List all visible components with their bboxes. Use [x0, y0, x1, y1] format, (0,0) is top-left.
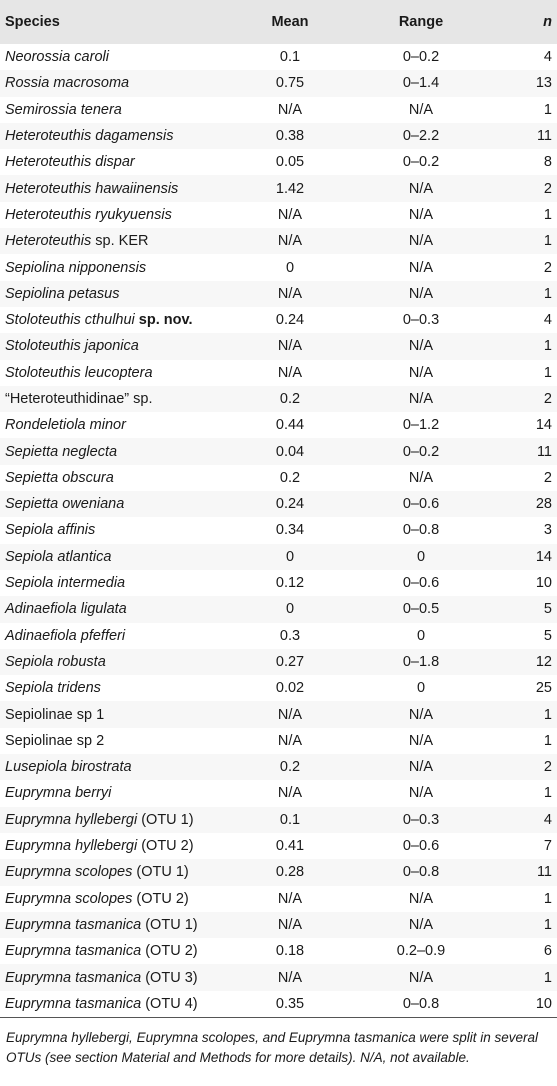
n-cell: 6: [543, 943, 552, 960]
range-cell: 0–0.2: [402, 154, 440, 171]
species-cell: [0, 544, 230, 570]
range-cell: N/A: [408, 364, 434, 381]
species-cell: [0, 938, 230, 964]
species-cell: [0, 675, 230, 701]
species-name: Stoloteuthis japonica: [5, 338, 139, 355]
species-name: Euprymna tasmanica: [5, 995, 142, 1012]
table-row: [0, 596, 557, 622]
n-cell: 1: [543, 364, 552, 381]
species-cell: [0, 991, 230, 1017]
range-cell: N/A: [408, 259, 434, 276]
species-name: Sepiolinae sp 1: [5, 706, 105, 723]
species-name: Sepiolina nipponensis: [5, 259, 147, 276]
species-name: Sepiola atlantica: [5, 548, 112, 565]
range-cell: N/A: [408, 285, 434, 302]
n-cell: 2: [543, 391, 552, 407]
range-cell: 0.2–0.9: [396, 943, 446, 960]
table-row: [0, 701, 557, 727]
n-cell: 11: [536, 128, 552, 145]
range-cell: 0: [416, 680, 426, 697]
species-qualifier: sp. KER: [91, 233, 149, 250]
range-cell: N/A: [408, 469, 434, 486]
range-cell: 0–0.2: [402, 49, 440, 66]
range-cell: N/A: [408, 916, 434, 933]
range-cell: 0–0.3: [402, 811, 440, 828]
species-cell: [0, 833, 230, 859]
species-name: Sepiola tridens: [5, 680, 101, 697]
mean-cell: 0.2: [279, 759, 301, 776]
species-qualifier: (OTU 2): [141, 943, 198, 960]
table-row: [0, 649, 557, 675]
range-cell: 0–0.8: [402, 995, 440, 1012]
table-row: [0, 912, 557, 938]
mean-cell: 0.2: [279, 391, 301, 407]
species-name: Sepietta oweniana: [5, 496, 125, 513]
n-cell: 1: [543, 890, 552, 907]
n-cell: 2: [543, 469, 552, 486]
mean-cell: 0.02: [275, 680, 305, 697]
n-cell: 1: [543, 785, 552, 802]
range-cell: 0–1.4: [402, 75, 440, 92]
range-cell: 0–0.6: [402, 575, 440, 592]
header-species: Species: [5, 14, 60, 30]
table-row: [0, 570, 557, 596]
species-cell: [0, 360, 230, 386]
species-qualifier: (OTU 4): [141, 995, 198, 1012]
mean-cell: 0.1: [279, 49, 301, 66]
species-name: Adinaefiola ligulata: [5, 601, 127, 618]
n-cell: 8: [543, 154, 552, 171]
table-row: [0, 938, 557, 964]
table-row: [0, 149, 557, 175]
species-cell: [0, 964, 230, 990]
species-qualifier: (OTU 1): [137, 811, 194, 828]
range-cell: 0–1.2: [402, 417, 440, 434]
table-row: [0, 859, 557, 885]
range-cell: 0–0.8: [402, 522, 440, 539]
range-cell: 0–1.8: [402, 653, 440, 670]
mean-cell: 0.18: [275, 943, 305, 960]
range-cell: N/A: [408, 180, 434, 197]
species-name: Euprymna hyllebergi: [5, 811, 138, 828]
species-name: Adinaefiola pfefferi: [5, 627, 126, 644]
range-cell: N/A: [408, 101, 434, 118]
table-row: [0, 123, 557, 149]
n-cell: 4: [543, 49, 552, 66]
species-name: Euprymna tasmanica: [5, 916, 142, 933]
species-cell: [0, 70, 230, 96]
n-cell: 1: [543, 338, 552, 355]
species-name: Sepiolinae sp 2: [5, 732, 105, 749]
species-name: Euprymna tasmanica: [5, 969, 142, 986]
n-cell: 1: [543, 101, 552, 118]
table-row: [0, 70, 557, 96]
header-range: Range: [398, 14, 444, 30]
species-name: Euprymna scolopes: [5, 864, 133, 881]
n-cell: 1: [543, 233, 552, 250]
range-cell: N/A: [408, 969, 434, 986]
n-cell: 1: [543, 285, 552, 302]
range-cell: 0: [416, 627, 426, 644]
n-cell: 1: [543, 706, 552, 723]
n-cell: 1: [543, 206, 552, 223]
mean-cell: N/A: [277, 890, 303, 907]
species-name: Euprymna scolopes: [5, 890, 133, 907]
mean-cell: N/A: [277, 233, 303, 250]
species-name: Euprymna berryi: [5, 785, 112, 802]
range-cell: 0–0.5: [402, 601, 440, 618]
mean-cell: 0.2: [279, 469, 301, 486]
species-cell: [0, 596, 230, 622]
range-cell: 0–0.3: [402, 312, 440, 329]
species-qualifier: (OTU 1): [132, 864, 189, 881]
species-cell: [0, 412, 230, 438]
table-row: [0, 175, 557, 201]
mean-cell: N/A: [277, 916, 303, 933]
n-cell: 2: [543, 759, 552, 776]
mean-cell: 0.27: [275, 653, 305, 670]
species-cell: [0, 780, 230, 806]
table-row: [0, 360, 557, 386]
mean-cell: 0.38: [275, 128, 305, 145]
table-row: [0, 228, 557, 254]
mean-cell: 0.35: [275, 995, 305, 1012]
table-row: [0, 780, 557, 806]
n-cell: 5: [543, 627, 552, 644]
species-name: Stoloteuthis cthulhui: [5, 312, 135, 329]
species-cell: [0, 281, 230, 307]
n-cell: 10: [535, 995, 552, 1012]
mean-cell: 0.24: [275, 312, 305, 329]
n-cell: 25: [535, 680, 552, 697]
range-cell: 0–2.2: [402, 128, 440, 145]
n-cell: 11: [536, 443, 552, 460]
range-cell: N/A: [408, 732, 434, 749]
range-cell: 0–0.2: [402, 443, 440, 460]
species-name: Rossia macrosoma: [5, 75, 130, 92]
table-row: [0, 307, 557, 333]
species-name: Heteroteuthis hawaiinensis: [5, 180, 179, 197]
table-row: [0, 97, 557, 123]
species-cell: [0, 859, 230, 885]
table-row: [0, 281, 557, 307]
species-name: Sepiola intermedia: [5, 575, 126, 592]
table-row: [0, 386, 557, 412]
mean-cell: N/A: [277, 785, 303, 802]
mean-cell: N/A: [277, 101, 303, 118]
n-cell: 28: [535, 496, 552, 513]
mean-cell: 0.04: [275, 443, 305, 460]
species-cell: [0, 649, 230, 675]
species-name: Lusepiola birostrata: [5, 759, 132, 776]
range-cell: N/A: [408, 706, 434, 723]
species-cell: [0, 123, 230, 149]
species-name: Sepiola affinis: [5, 522, 96, 539]
range-cell: N/A: [408, 233, 434, 250]
mean-cell: 0.05: [275, 154, 305, 171]
species-cell: [0, 491, 230, 517]
header-row: [0, 0, 557, 44]
species-new-marker: sp. nov.: [134, 312, 193, 329]
n-cell: 10: [535, 575, 552, 592]
table-row: [0, 886, 557, 912]
species-qualifier: (OTU 3): [141, 969, 198, 986]
species-name: Neorossia caroli: [5, 49, 109, 66]
table-row: [0, 517, 557, 543]
n-cell: 4: [543, 811, 552, 828]
mean-cell: N/A: [277, 706, 303, 723]
table-row: [0, 412, 557, 438]
range-cell: 0: [416, 548, 426, 565]
range-cell: 0–0.6: [402, 838, 440, 855]
mean-cell: N/A: [277, 285, 303, 302]
table-row: [0, 623, 557, 649]
mean-cell: 0.1: [279, 811, 301, 828]
range-cell: 0–0.6: [402, 496, 440, 513]
species-cell: [0, 807, 230, 833]
species-name: Rondeletiola minor: [5, 417, 126, 434]
mean-cell: 0.12: [275, 575, 305, 592]
table-row: [0, 465, 557, 491]
mean-cell: N/A: [277, 338, 303, 355]
table-row: [0, 991, 557, 1017]
table-row: [0, 675, 557, 701]
mean-cell: 0.28: [275, 864, 305, 881]
mean-cell: 0.75: [275, 75, 305, 92]
species-cell: [0, 438, 230, 464]
species-cell: [0, 623, 230, 649]
n-cell: 4: [543, 312, 552, 329]
species-cell: [0, 228, 230, 254]
table-row: [0, 202, 557, 228]
mean-cell: 0.41: [275, 838, 305, 855]
range-cell: N/A: [408, 338, 434, 355]
species-cell: [0, 333, 230, 359]
species-name: “Heteroteuthidinae” sp.: [5, 391, 153, 407]
species-name: Heteroteuthis dispar: [5, 154, 135, 171]
mean-cell: 0.3: [279, 627, 301, 644]
species-cell: [0, 754, 230, 780]
table-row: [0, 964, 557, 990]
n-cell: 1: [543, 732, 552, 749]
species-cell: [0, 97, 230, 123]
species-cell: [0, 44, 230, 70]
species-cell: [0, 175, 230, 201]
species-cell: [0, 386, 230, 412]
species-cell: [0, 912, 230, 938]
mean-cell: N/A: [277, 364, 303, 381]
species-cell: [0, 517, 230, 543]
species-name: Semirossia tenera: [5, 101, 122, 118]
range-cell: N/A: [408, 206, 434, 223]
range-cell: N/A: [408, 890, 434, 907]
species-cell: [0, 254, 230, 280]
mean-cell: 0: [285, 601, 295, 618]
n-cell: 7: [543, 838, 552, 855]
species-cell: [0, 728, 230, 754]
table-row: [0, 491, 557, 517]
table-row: [0, 833, 557, 859]
mean-cell: 0.34: [275, 522, 305, 539]
table-row: [0, 544, 557, 570]
mean-cell: 1.42: [275, 180, 305, 197]
mean-cell: 0.44: [275, 417, 305, 434]
n-cell: 14: [535, 417, 552, 434]
table-row: [0, 44, 557, 70]
n-cell: 5: [543, 601, 552, 618]
n-cell: 1: [543, 969, 552, 986]
n-cell: 13: [535, 75, 552, 92]
table-row: [0, 333, 557, 359]
species-qualifier: (OTU 2): [132, 890, 189, 907]
table-header: [0, 0, 557, 44]
mean-cell: 0: [285, 259, 295, 276]
n-cell: 2: [543, 259, 552, 276]
n-cell: 12: [535, 653, 552, 670]
range-cell: N/A: [408, 391, 434, 407]
table-row: [0, 728, 557, 754]
header-n: n: [543, 14, 552, 30]
species-cell: [0, 701, 230, 727]
species-cell: [0, 202, 230, 228]
range-cell: N/A: [408, 759, 434, 776]
n-cell: 2: [543, 180, 552, 197]
species-name: Heteroteuthis ryukyuensis: [5, 206, 172, 223]
species-cell: [0, 149, 230, 175]
range-cell: 0–0.8: [402, 864, 440, 881]
mean-cell: N/A: [277, 206, 303, 223]
species-cell: [0, 307, 230, 333]
species-cell: [0, 570, 230, 596]
species-name: Sepietta neglecta: [5, 443, 118, 460]
species-cell: [0, 465, 230, 491]
n-cell: 3: [543, 522, 552, 539]
species-name: Stoloteuthis leucoptera: [5, 364, 153, 381]
mean-cell: 0.24: [275, 496, 305, 513]
table-body: [0, 44, 557, 1017]
species-name: Euprymna tasmanica: [5, 943, 142, 960]
table-row: [0, 254, 557, 280]
species-name: Sepiolina petasus: [5, 285, 120, 302]
range-cell: N/A: [408, 785, 434, 802]
species-name: Sepietta obscura: [5, 469, 114, 486]
species-qualifier: (OTU 1): [141, 916, 198, 933]
mean-cell: 0: [285, 548, 295, 565]
mean-cell: N/A: [277, 969, 303, 986]
table-row: [0, 754, 557, 780]
species-cell: [0, 886, 230, 912]
species-name: Euprymna hyllebergi: [5, 838, 138, 855]
species-name: Heteroteuthis dagamensis: [5, 128, 174, 145]
table-footnote: Euprymna hyllebergi, Euprymna scolopes, and Euprymna tasmanica were split in several OTUs (see section Material and Methods for more details). N/A, not available.: [6, 1029, 539, 1065]
n-cell: 14: [535, 548, 552, 565]
species-qualifier: (OTU 2): [137, 838, 194, 855]
table-row: [0, 807, 557, 833]
header-mean: Mean: [271, 14, 309, 30]
mean-cell: N/A: [277, 732, 303, 749]
species-name: Heteroteuthis: [5, 233, 92, 250]
n-cell: 1: [543, 916, 552, 933]
species-name: Sepiola robusta: [5, 653, 106, 670]
table-row: [0, 438, 557, 464]
n-cell: 11: [536, 864, 552, 881]
